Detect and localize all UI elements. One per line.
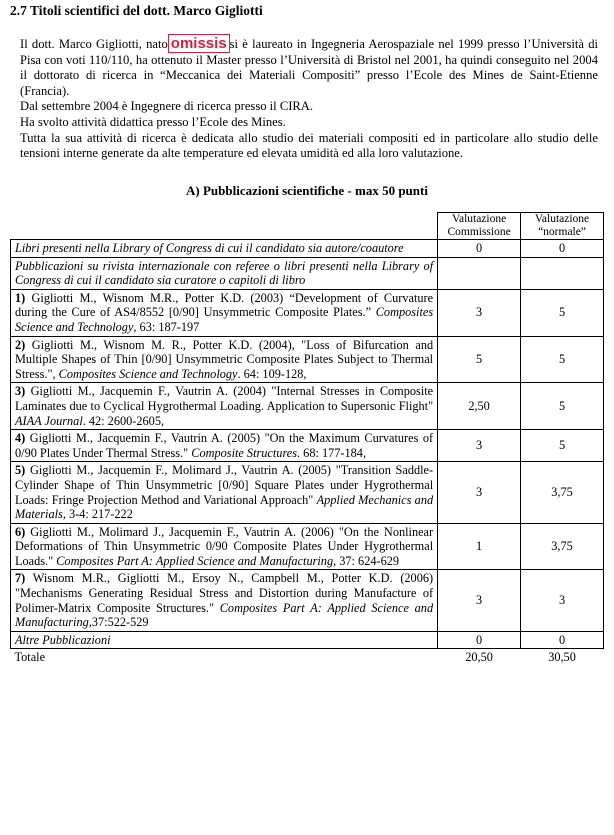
publication-row <box>11 383 604 430</box>
publication-text: Gigliotti M., Jacquemin F., Vautrin A. (2005) "On the Maximum Curvatures of 0/90 Plates Under Thermal Stress." <box>15 431 434 460</box>
riviste-label: Pubblicazioni su rivista internazionale con referee o libri presenti nella Library of Congress di cui il candidato sia curatore o capitoli di libro <box>11 257 438 289</box>
publication-text: Gigliotti M., Jacquemin F., Molimard J., Vautrin A. (2005) "Transition Saddle-Cylinder Shape of Thin Unsymmetric [0/90] Square Plates under Hygrothermal Loads: Fringe Projection Method and Variational Approach" <box>15 463 434 507</box>
header-commission-score: Valutazione Commissione <box>438 213 521 240</box>
omissis-redaction: omissis <box>168 34 230 53</box>
table-header-row <box>11 213 604 240</box>
publication-normal-score: 3,75 <box>521 523 604 570</box>
riviste-commission-empty <box>438 257 521 289</box>
publication-pages: . 68: 177-184, <box>297 445 367 460</box>
table-row-riviste-label <box>11 257 604 289</box>
publication-number: 4) <box>15 431 26 446</box>
publication-row <box>11 570 604 631</box>
publication-text: Gigliotti M., Wisnom M. R., Potter K.D. (2004), "Loss of Bifurcation and Multiple Shapes of Thin [0/90] Unsymmetric Composite Plates Subject to Thermal Stress.", <box>15 337 434 381</box>
publication-text: Gigliotti M., Jacquemin F., Vautrin A. (2004) "Internal Stresses in Composite Laminates due to Cyclical Hygrothermal Loading. Application to Supersonic Flight" <box>15 384 434 413</box>
publication-commission-score: 5 <box>438 336 521 383</box>
publication-citation <box>11 570 438 631</box>
publication-normal-score: 5 <box>521 289 604 336</box>
publication-pages: . 64: 109-128, <box>237 366 307 381</box>
publication-commission-score: 3 <box>438 462 521 523</box>
candidate-summary <box>20 36 598 162</box>
publication-journal: Composites Part A: Applied Science and Manufacturing <box>15 600 434 630</box>
publication-text: Wisnom M.R., Gigliotti M., Ersoy N., Campbell M., Potter K.D. (2006) "Mechanisms Generating Residual Stress and Distortion during Manufacture of Polimer-Matrix Composite Structures." <box>15 571 434 615</box>
summary-text-start: Il dott. Marco Gigliotti, nato <box>20 37 168 51</box>
header-blank-cell <box>11 213 438 240</box>
publication-number: 1) <box>15 290 26 305</box>
total-label: Totale <box>14 650 46 665</box>
publication-number: 6) <box>15 524 26 539</box>
publication-row <box>11 523 604 570</box>
publication-citation <box>11 462 438 523</box>
publication-text: Gigliotti M., Wisnom M.R., Potter K.D. (2003) “Development of Curvature during the Cure of AS4/8552 [0/90] Unsymmetric Composite Plates.” <box>15 290 434 320</box>
total-normal-score: 30,50 <box>548 650 576 665</box>
publication-pages: , 3-4: 217-222 <box>62 507 133 522</box>
libri-normal-score: 0 <box>521 240 604 258</box>
publication-journal: Composites Science and Technology <box>15 305 434 334</box>
publication-journal: Composites Science and Technology <box>58 366 238 381</box>
publication-normal-score: 3 <box>521 570 604 631</box>
publication-normal-score: 3,75 <box>521 462 604 523</box>
publication-journal: Composite Structures <box>191 445 298 460</box>
publication-pages: . 42: 2600-2605, <box>82 413 165 428</box>
publication-normal-score: 5 <box>521 430 604 462</box>
publication-journal: AIAA Journal <box>15 413 83 428</box>
libri-commission-score: 0 <box>438 240 521 258</box>
publication-normal-score: 5 <box>521 383 604 430</box>
publication-commission-score: 2,50 <box>438 383 521 430</box>
publication-row <box>11 289 604 336</box>
publication-citation <box>11 430 438 462</box>
publication-citation <box>11 523 438 570</box>
publication-journal: Applied Mechanics and Materials <box>15 492 434 522</box>
publication-pages: , 63: 187-197 <box>133 319 200 334</box>
summary-paragraph <box>20 36 598 99</box>
publications-table <box>10 212 604 666</box>
summary-line-teaching: Ha svolto attività didattica presso l’Ecole des Mines. <box>20 114 286 129</box>
publication-row <box>11 430 604 462</box>
publication-number: 7) <box>15 571 26 586</box>
publication-commission-score: 3 <box>438 289 521 336</box>
publication-citation <box>11 336 438 383</box>
publication-commission-score: 1 <box>438 523 521 570</box>
publication-pages: , 37: 624-629 <box>333 553 400 568</box>
table-row-altre <box>11 631 604 649</box>
summary-line-research: Tutta la sua attività di ricerca è dedicata allo studio dei materiali compositi ed in particolare allo studio delle tensioni interne generate da alte temperature ed elevata umidità ed alla loro valutazione. <box>20 130 598 161</box>
altre-label: Altre Pubblicazioni <box>11 631 438 649</box>
section-heading: 2.7 Titoli scientifici del dott. Marco Gigliotti <box>10 3 263 18</box>
publication-row <box>11 336 604 383</box>
publication-number: 3) <box>15 384 26 399</box>
publication-number: 5) <box>15 463 26 478</box>
total-commission-score: 20,50 <box>465 650 493 665</box>
publication-pages: ,37:522-529 <box>88 615 149 630</box>
publication-commission-score: 3 <box>438 430 521 462</box>
table-row-total <box>11 649 604 666</box>
publication-normal-score: 5 <box>521 336 604 383</box>
publication-citation <box>11 383 438 430</box>
publication-row <box>11 462 604 523</box>
publication-citation <box>11 289 438 336</box>
altre-commission-score: 0 <box>438 631 521 649</box>
publication-commission-score: 3 <box>438 570 521 631</box>
publication-text: Gigliotti M., Molimard J., Jacquemin F., Vautrin A. (2006) "On the Nonlinear Deformations of Thin Unsymmetric 0/90 Composite Plates Under Hygrothermal Loads." <box>15 524 434 568</box>
riviste-normal-empty <box>521 257 604 289</box>
publication-journal: Composites Part A: Applied Science and Manufacturing <box>56 553 334 568</box>
altre-normal-score: 0 <box>521 631 604 649</box>
libri-label: Libri presenti nella Library of Congress di cui il candidato sia autore/coautore <box>11 240 438 258</box>
summary-line-cira: Dal settembre 2004 è Ingegnere di ricerca presso il CIRA. <box>20 99 314 114</box>
header-normal-score: Valutazione “normale” <box>521 213 604 240</box>
publications-section-title: A) Pubblicazioni scientifiche - max 50 punti <box>186 183 428 198</box>
table-row-libri <box>11 240 604 258</box>
publication-number: 2) <box>15 337 26 352</box>
summary-text-rest: si è laureato in Ingegneria Aerospaziale nel 1999 presso l’Università di Pisa con voti 110/110, ha ottenuto il Master presso l’Università di Bristol nel 2001, ha quindi conseguito nel 2004 il dottorato di ricerca in “Meccanica dei Materiali Compositi” presso l’Ecole des Mines de Saint-Etienne (Francia). <box>20 37 598 98</box>
publication-rows <box>11 289 604 631</box>
